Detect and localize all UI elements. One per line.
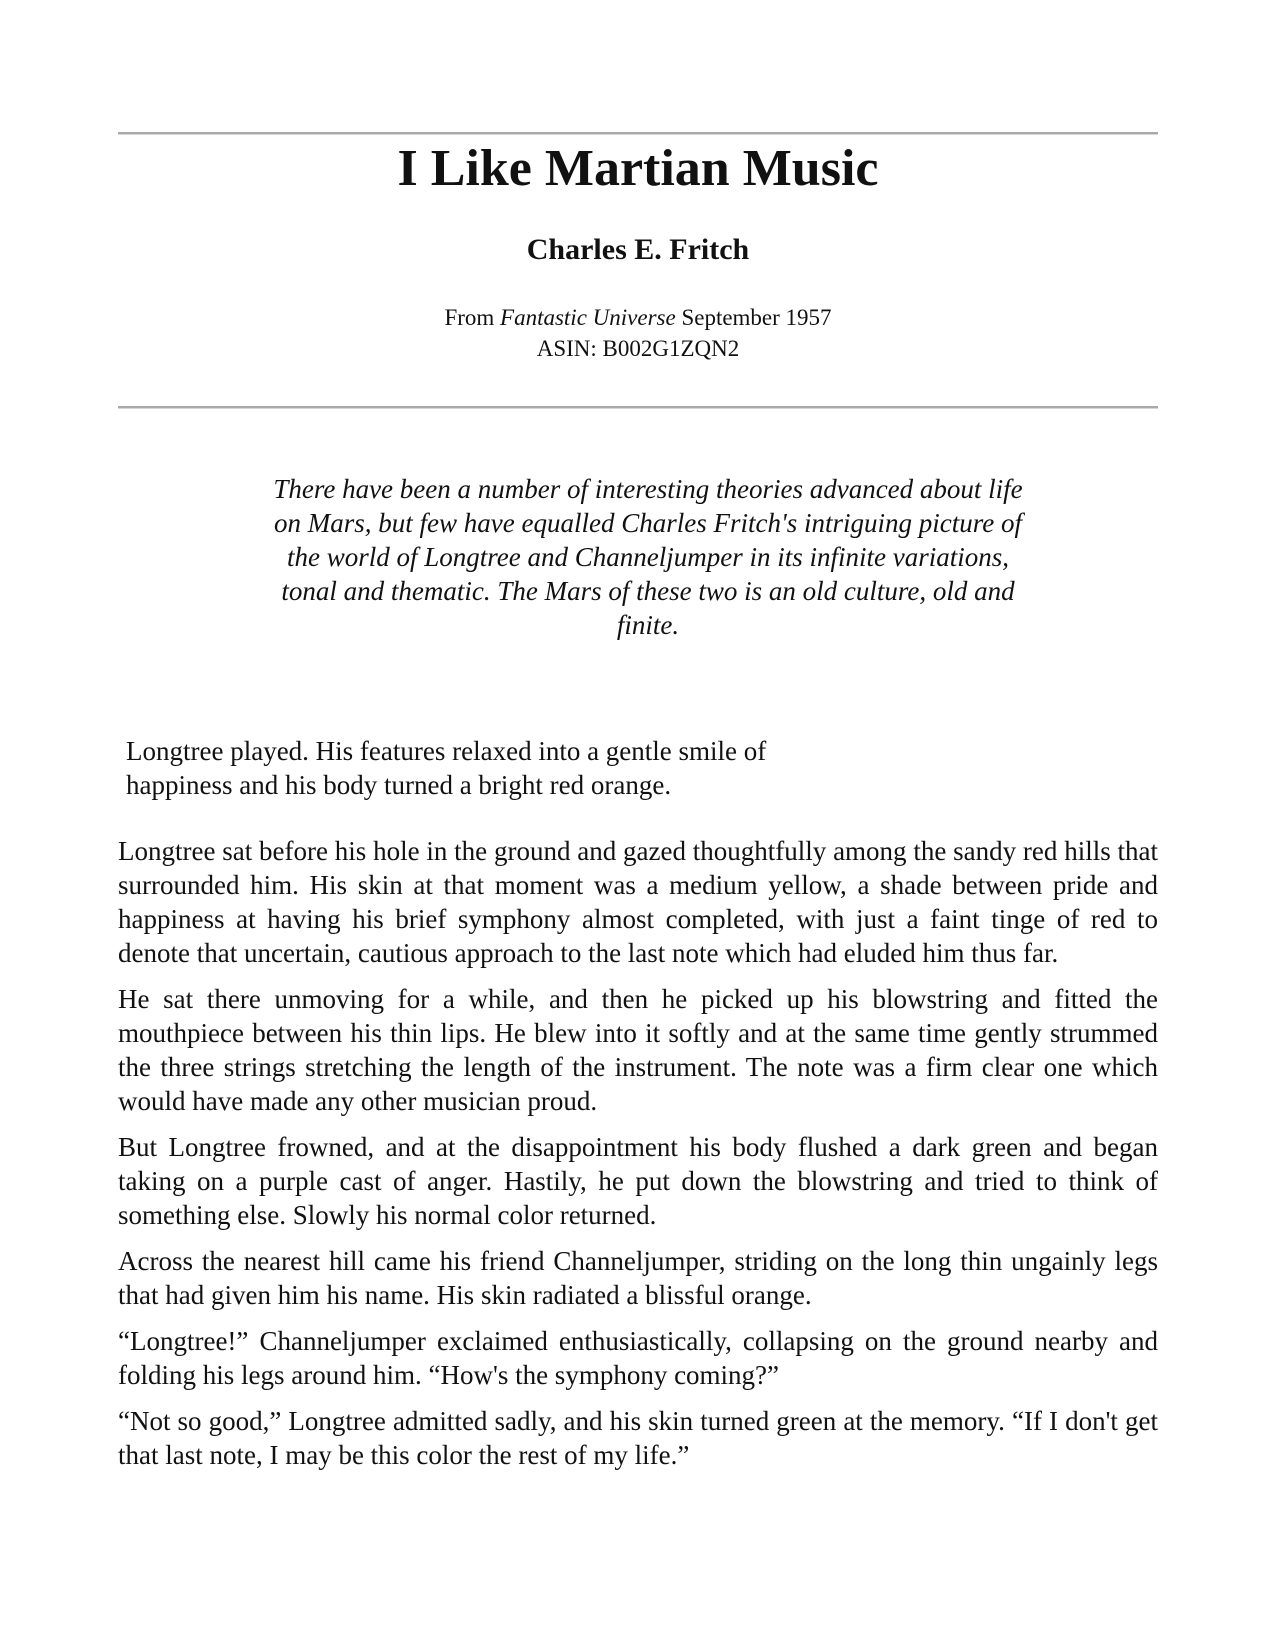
source-prefix: From [444, 305, 501, 330]
body-paragraph: “Not so good,” Longtree admitted sadly, and his skin turned green at the memory. “If I don't get that last note, I may be this color the rest of my life.” [118, 1406, 1158, 1470]
editorial-blurb: There have been a number of interesting theories advanced about life on Mars, but few have equalled Charles Fritch's intriguing picture of the world of Longtree and Channeljumper in its infinite variations, tonal and thematic. The Mars of these two is an old culture, old and finite. [273, 474, 1023, 640]
body-paragraph: He sat there unmoving for a while, and then he picked up his blowstring and fitted the mouthpiece between his thin lips. He blew into it softly and at the same time gently strummed the three strings stretching the length of the instrument. The note was a firm clear one which would have made any other musician proud. [118, 984, 1158, 1116]
source-date: September 1957 [675, 305, 832, 330]
publication-info [118, 302, 1158, 364]
header-bottom-rule [118, 406, 1158, 409]
body-paragraph: Across the nearest hill came his friend Channeljumper, striding on the long thin ungainly legs that had given him his name. His skin radiated a blissful orange. [118, 1246, 1158, 1310]
epigraph: Longtree played. His features relaxed into a gentle smile of happiness and his body turned a bright red orange. [126, 736, 767, 800]
story-author: Charles E. Fritch [526, 233, 750, 266]
story-body [118, 834, 1158, 1484]
asin-line: ASIN: B002G1ZQN2 [536, 336, 740, 361]
story-title: I Like Martian Music [397, 140, 879, 197]
source-publication: Fantastic Universe [500, 305, 676, 330]
body-paragraph: But Longtree frowned, and at the disappointment his body flushed a dark green and began taking on a purple cast of anger. Hastily, he put down the blowstring and tried to think of something else. Slowly his normal color returned. [118, 1132, 1158, 1230]
body-paragraph: “Longtree!” Channeljumper exclaimed enthusiastically, collapsing on the ground nearby and folding his legs around him. “How's the symphony coming?” [118, 1326, 1158, 1390]
body-paragraph: Longtree sat before his hole in the ground and gazed thoughtfully among the sandy red hills that surrounded him. His skin at that moment was a medium yellow, a shade between pride and happiness at having his brief symphony almost completed, with just a faint tinge of red to denote that uncertain, cautious approach to the last note which had eluded him thus far. [118, 836, 1158, 968]
source-line [118, 302, 1158, 333]
header-top-rule [118, 132, 1158, 135]
